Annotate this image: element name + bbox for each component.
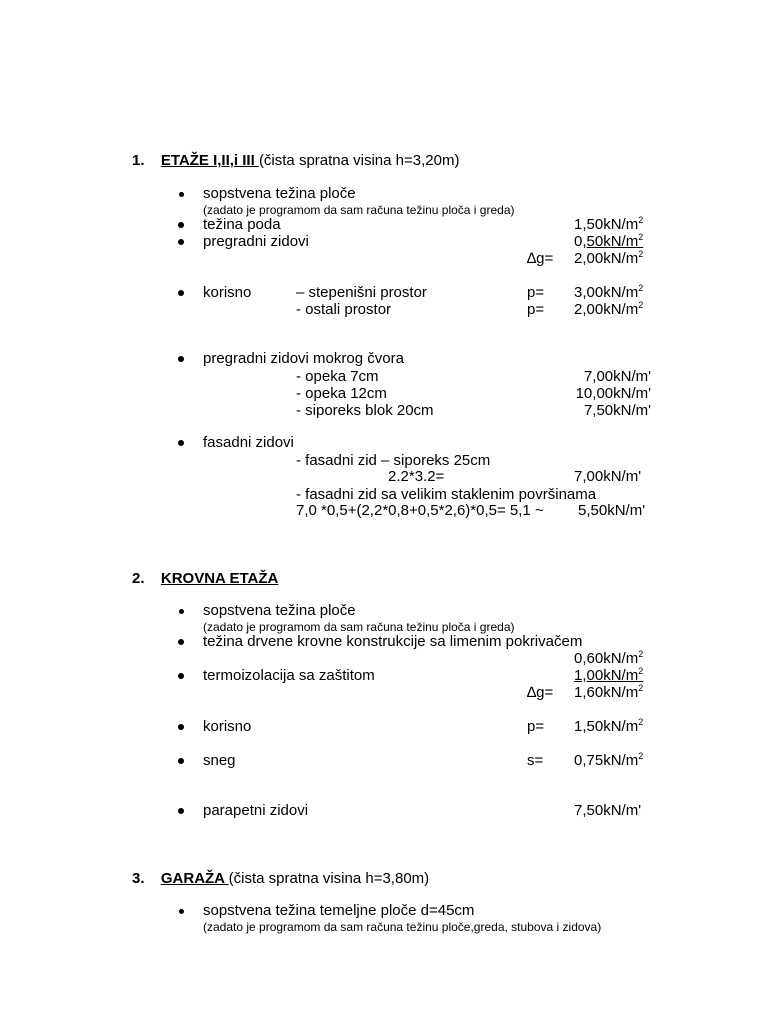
useful-load-symbol: p= bbox=[527, 718, 545, 735]
self-weight-label: sopstvena težina ploče bbox=[203, 602, 356, 619]
wet-core-item-value: 10,00kN/m' bbox=[575, 385, 651, 402]
useful-item-name: - ostali prostor bbox=[296, 301, 392, 318]
section-1-heading bbox=[132, 152, 459, 169]
bullet-icon bbox=[178, 356, 184, 362]
useful-item-symbol: p= bbox=[527, 301, 545, 318]
bullet-icon bbox=[179, 609, 184, 614]
useful-item-symbol: p= bbox=[527, 284, 545, 301]
roof-construction-label: težina drvene krovne konstrukcije sa limenim pokrivačem bbox=[203, 633, 583, 650]
section-number: 1. bbox=[132, 152, 145, 169]
insulation-label: termoizolacija sa zaštitom bbox=[203, 667, 375, 684]
facade-label: fasadni zidovi bbox=[203, 434, 294, 451]
section-subtitle: (čista spratna visina h=3,20m) bbox=[258, 152, 460, 169]
self-weight-note: (zadato je programom da sam računa težinu ploča i greda) bbox=[203, 620, 515, 634]
section-3-heading bbox=[132, 870, 429, 887]
dead-load-symbol: ∆g= bbox=[527, 250, 554, 267]
snow-label: sneg bbox=[203, 752, 236, 769]
partition-walls-value: $0,50kN/m^2$ bbox=[574, 232, 644, 250]
facade-value-1: 7,00kN/m' bbox=[574, 468, 642, 485]
wet-core-item-name: - opeka 7cm bbox=[296, 368, 379, 385]
section-title: KROVNA ETAŽA bbox=[160, 570, 279, 587]
self-weight-note: (zadato je programom da sam računa težinu ploče,greda, stubova i zidova) bbox=[203, 920, 602, 934]
useful-load-label: korisno bbox=[203, 284, 252, 301]
partition-walls-label: pregradni zidovi bbox=[203, 233, 309, 250]
dead-load-value: $2,00kN/m^2$ bbox=[574, 249, 644, 267]
section-title: GARAŽA bbox=[160, 870, 229, 887]
useful-item-value: $2,00kN/m^2$ bbox=[574, 300, 644, 318]
facade-line-1: - fasadni zid – siporeks 25cm bbox=[296, 452, 491, 469]
bullet-icon bbox=[178, 290, 184, 296]
wet-core-item-value: 7,50kN/m' bbox=[583, 402, 651, 419]
section-title: ETAŽE I,II,i III bbox=[160, 152, 259, 169]
section-number: 2. bbox=[132, 570, 145, 587]
facade-calc-2: 7,0 *0,5+(2,2*0,8+0,5*2,6)*0,5= 5,1 ~ bbox=[296, 502, 544, 519]
floor-weight-value: $1,50kN/m^2$ bbox=[574, 215, 644, 233]
roof-construction-value: $0,60kN/m^2$ bbox=[574, 649, 644, 667]
parapet-value: 7,50kN/m' bbox=[574, 802, 642, 819]
facade-calc-1: 2.2*3.2= bbox=[388, 468, 445, 485]
bullet-icon bbox=[178, 808, 184, 814]
bullet-icon bbox=[178, 724, 184, 730]
bullet-icon bbox=[178, 222, 184, 228]
wet-core-label: pregradni zidovi mokrog čvora bbox=[203, 350, 404, 367]
snow-value: $0,75kN/m^2$ bbox=[574, 751, 644, 769]
useful-item-name: – stepenišni prostor bbox=[296, 284, 427, 301]
section-number: 3. bbox=[132, 870, 145, 887]
section-subtitle: (čista spratna visina h=3,80m) bbox=[228, 870, 430, 887]
bullet-icon bbox=[178, 639, 184, 645]
useful-load-label: korisno bbox=[203, 718, 252, 735]
insulation-value: $1,00kN/m^2$ bbox=[574, 666, 644, 684]
bullet-icon bbox=[179, 192, 184, 197]
bullet-icon bbox=[178, 440, 184, 446]
facade-value-2: 5,50kN/m' bbox=[578, 502, 646, 519]
bullet-icon bbox=[178, 673, 184, 679]
dead-load-symbol: ∆g= bbox=[527, 684, 554, 701]
self-weight-label: sopstvena težina temeljne ploče d=45cm bbox=[203, 902, 475, 919]
snow-symbol: s= bbox=[527, 752, 544, 769]
bullet-icon bbox=[178, 758, 184, 764]
useful-item-value: $3,00kN/m^2$ bbox=[574, 283, 644, 301]
facade-line-2: - fasadni zid sa velikim staklenim površinama bbox=[296, 486, 597, 503]
floor-weight-label: težina poda bbox=[203, 216, 281, 233]
self-weight-label: sopstvena težina ploče bbox=[203, 185, 356, 202]
dead-load-value: $1,60kN/m^2$ bbox=[574, 683, 644, 701]
self-weight-note: (zadato je programom da sam računa težinu ploča i greda) bbox=[203, 203, 515, 217]
section-2-heading bbox=[132, 570, 278, 587]
wet-core-item-name: - opeka 12cm bbox=[296, 385, 387, 402]
wet-core-item-name: - siporeks blok 20cm bbox=[296, 402, 434, 419]
wet-core-item-value: 7,00kN/m' bbox=[583, 368, 651, 385]
bullet-icon bbox=[178, 239, 184, 245]
bullet-icon bbox=[179, 909, 184, 914]
parapet-label: parapetni zidovi bbox=[203, 802, 309, 819]
useful-load-value: $1,50kN/m^2$ bbox=[574, 717, 644, 735]
